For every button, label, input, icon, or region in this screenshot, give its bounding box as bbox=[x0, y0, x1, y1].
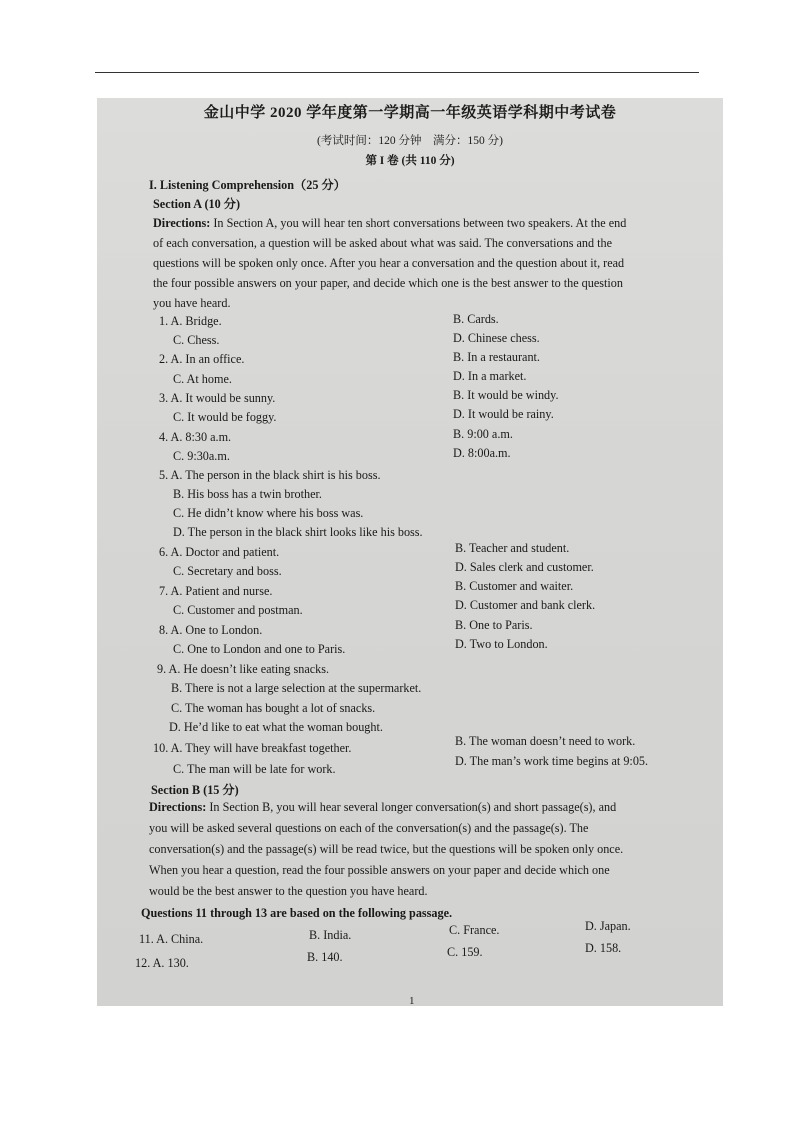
q4-option-d: D. 8:00a.m. bbox=[453, 446, 511, 460]
q7-option-b: B. Customer and waiter. bbox=[455, 579, 574, 593]
q5-option-d: D. The person in the black shirt looks like his boss. bbox=[173, 525, 423, 539]
sectionB-directions-line: would be the best answer to the question you have heard. bbox=[149, 884, 428, 898]
q8-option-d: D. Two to London. bbox=[455, 637, 548, 651]
q9-option-c: C. The woman has bought a lot of snacks. bbox=[171, 701, 376, 715]
q4-option-c: C. 9:30a.m. bbox=[173, 449, 230, 463]
q12-option-b: B. 140. bbox=[307, 950, 343, 964]
exam-paper-photo bbox=[97, 98, 723, 1006]
passage-note: Questions 11 through 13 are based on the following passage. bbox=[141, 906, 453, 920]
exam-subtitle: (考试时间：120 分钟 满分：150 分) bbox=[317, 135, 503, 147]
q11-option-b: B. India. bbox=[309, 928, 352, 942]
part1-heading: I. Listening Comprehension（25 分） bbox=[149, 178, 346, 192]
q3-option-d: D. It would be rainy. bbox=[453, 407, 554, 421]
page-number: 1 bbox=[409, 995, 415, 1006]
sectionB-directions-line: When you hear a question, read the four possible answers on your paper and decide which one bbox=[149, 863, 610, 877]
top-rule bbox=[95, 72, 699, 73]
q10-option-d: D. The man’s work time begins at 9:05. bbox=[455, 754, 649, 768]
q5-option-a: 5. A. The person in the black shirt is his boss. bbox=[159, 468, 381, 482]
q1-option-d: D. Chinese chess. bbox=[453, 331, 540, 345]
q5-option-b: B. His boss has a twin brother. bbox=[173, 487, 322, 501]
sectionA-directions-line: you have heard. bbox=[153, 296, 231, 310]
q11-option-d: D. Japan. bbox=[585, 919, 631, 933]
q1-option-c: C. Chess. bbox=[173, 333, 220, 347]
q8-option-c: C. One to London and one to Paris. bbox=[173, 642, 346, 656]
q3-option-c: C. It would be foggy. bbox=[173, 410, 277, 424]
q11-option-a: 11. A. China. bbox=[139, 932, 204, 946]
sectionA-directions-label: Directions: bbox=[153, 216, 211, 230]
q8-option-b: B. One to Paris. bbox=[455, 618, 533, 632]
sectionA-directions-line: the four possible answers on your paper, and decide which one is the best answer to the question bbox=[153, 276, 623, 290]
sectionB-directions-line: conversation(s) and the passage(s) will be read twice, but the questions will be spoken only once. bbox=[149, 842, 624, 856]
sectionA-directions-line: questions will be spoken only once. After you hear a conversation and the question about it, read bbox=[153, 256, 625, 270]
exam-volume: 第 I 卷 (共 110 分) bbox=[365, 155, 455, 167]
q1-option-a: 1. A. Bridge. bbox=[159, 314, 222, 328]
q10-option-b: B. The woman doesn’t need to work. bbox=[455, 734, 636, 748]
sectionB-directions bbox=[149, 797, 687, 902]
q2-option-b: B. In a restaurant. bbox=[453, 350, 540, 364]
sectionB-directions-line: In Section B, you will hear several longer conversation(s) and short passage(s), and bbox=[206, 800, 617, 814]
q2-option-a: 2. A. In an office. bbox=[159, 352, 245, 366]
q9-option-a: 9. A. He doesn’t like eating snacks. bbox=[157, 662, 330, 676]
q12-option-a: 12. A. 130. bbox=[135, 956, 189, 970]
q11-option-c: C. France. bbox=[449, 923, 500, 937]
q9-option-b: B. There is not a large selection at the supermarket. bbox=[171, 681, 422, 695]
sectionB-directions-line: you will be asked several questions on each of the conversation(s) and the passage(s). The bbox=[149, 821, 589, 835]
q7-option-c: C. Customer and postman. bbox=[173, 603, 303, 617]
q7-option-a: 7. A. Patient and nurse. bbox=[159, 584, 273, 598]
exam-title: 金山中学 2020 学年度第一学期高一年级英语学科期中考试卷 bbox=[203, 105, 617, 121]
q7-option-d: D. Customer and bank clerk. bbox=[455, 598, 596, 612]
q3-option-b: B. It would be windy. bbox=[453, 388, 559, 402]
q9-option-d: D. He’d like to eat what the woman bought. bbox=[169, 720, 383, 734]
q6-option-c: C. Secretary and boss. bbox=[173, 564, 282, 578]
q8-option-a: 8. A. One to London. bbox=[159, 623, 263, 637]
sectionB-heading: Section B (15 分) bbox=[151, 783, 239, 797]
q2-option-c: C. At home. bbox=[173, 372, 232, 386]
q6-option-b: B. Teacher and student. bbox=[455, 541, 570, 555]
q12-option-d: D. 158. bbox=[585, 941, 622, 955]
sectionB-directions-label: Directions: bbox=[149, 800, 207, 814]
q1-option-b: B. Cards. bbox=[453, 312, 499, 326]
q6-option-a: 6. A. Doctor and patient. bbox=[159, 545, 280, 559]
q12-option-c: C. 159. bbox=[447, 945, 483, 959]
sectionA-directions-line: In Section A, you will hear ten short conversations between two speakers. At the end bbox=[210, 216, 627, 230]
q2-option-d: D. In a market. bbox=[453, 369, 527, 383]
q10-option-a: 10. A. They will have breakfast together. bbox=[153, 741, 352, 755]
q4-option-b: B. 9:00 a.m. bbox=[453, 427, 513, 441]
q10-option-c: C. The man will be late for work. bbox=[173, 762, 336, 776]
q4-option-a: 4. A. 8:30 a.m. bbox=[159, 430, 232, 444]
q3-option-a: 3. A. It would be sunny. bbox=[159, 391, 276, 405]
q5-option-c: C. He didn’t know where his boss was. bbox=[173, 506, 364, 520]
sectionA-directions bbox=[153, 214, 683, 314]
sectionA-heading: Section A (10 分) bbox=[153, 197, 241, 211]
q6-option-d: D. Sales clerk and customer. bbox=[455, 560, 594, 574]
sectionA-directions-line: of each conversation, a question will be asked about what was said. The conversations and the bbox=[153, 236, 613, 250]
